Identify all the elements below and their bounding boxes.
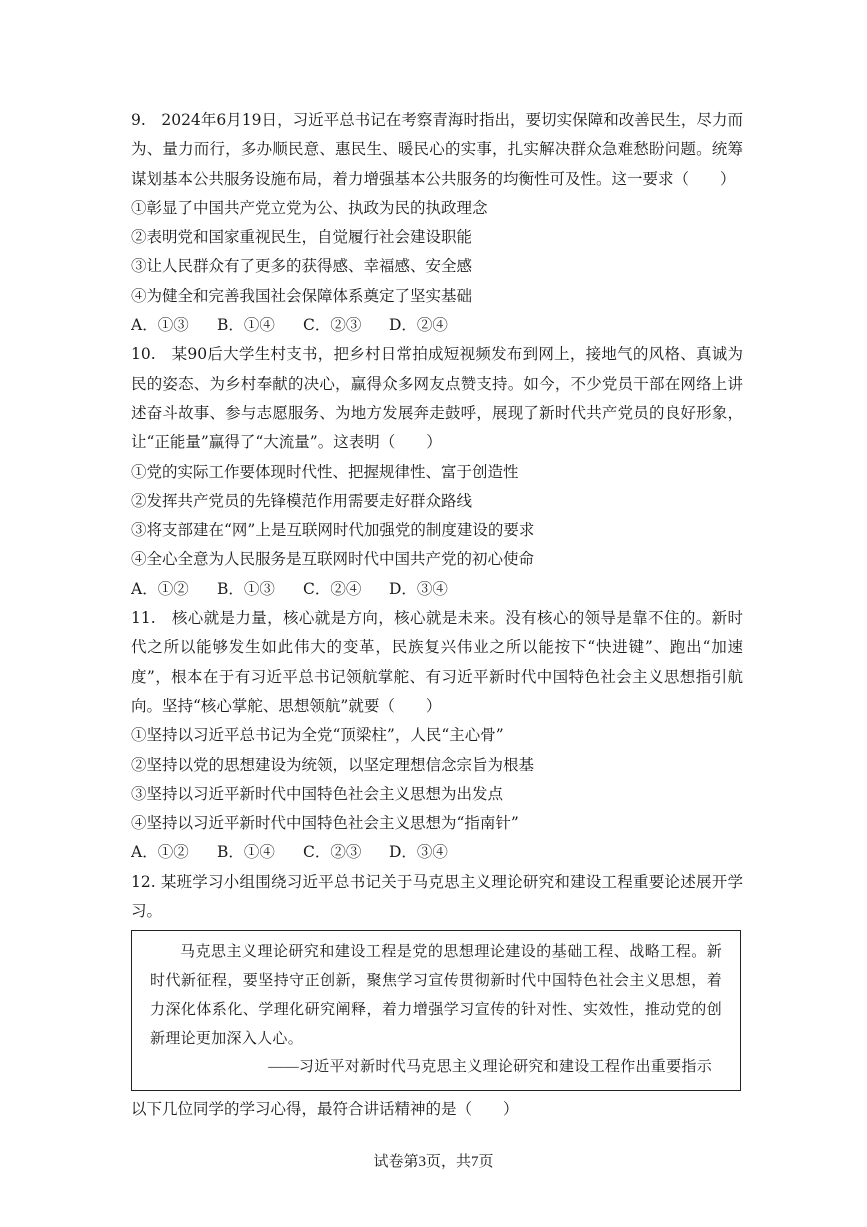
question-10-option-d: D．③④ <box>389 579 448 598</box>
question-10-item-3: ③将支部建在“网”上是互联网时代加强党的制度建设的要求 <box>131 521 535 540</box>
question-10-option-b: B．①③ <box>217 579 275 598</box>
question-9-stem: 9. 2024年6月19日，习近平总书记在考察青海时指出，要切实保障和改善民生，尽力而为、量力而行，多办顺民意、惠民生、暖民心的实事，扎实解决群众急难愁盼问题。统筹谋划基本公共服务设施布局，着力增强基本公共服务的均衡性可及性。这一要求（ ） <box>131 111 743 188</box>
quote-source: ——习近平对新时代马克思主义理论研究和建设工程作出重要指示 <box>268 1059 712 1076</box>
question-10-options <box>131 575 743 604</box>
question-9-option-b: B．①④ <box>217 316 275 335</box>
question-11-stem: 11. 核心就是力量，核心就是方向，核心就是未来。没有核心的领导是靠不住的。新时代之所以能够发生如此伟大的变革，民族复兴伟业之所以能按下“快进键”、跑出“加速度”，根本在于有习近平总书记领航掌舵、有习近平新时代中国特色社会主义思想指引航向。坚持“核心掌舵、思想领航”就要（ ） <box>131 609 743 715</box>
page-footer: 试卷第3页，共7页 <box>373 1154 494 1170</box>
question-10-option-c: C．②④ <box>303 579 362 598</box>
question-11-item-2: ②坚持以党的思想建设为统领，以坚定理想信念宗旨为根基 <box>131 755 535 774</box>
question-11-item-1: ①坚持以习近平总书记为全党“顶梁柱”，人民“主心骨” <box>131 726 504 745</box>
question-11-option-c: C．②③ <box>303 843 362 862</box>
question-9-option-d: D．②④ <box>389 316 448 335</box>
question-9-option-a: A．①③ <box>131 316 189 335</box>
question-11-item-3: ③坚持以习近平新时代中国特色社会主义思想为出发点 <box>131 784 504 803</box>
question-10-item-2: ②发挥共产党员的先锋模范作用需要走好群众路线 <box>131 491 473 510</box>
question-9-options <box>131 311 743 340</box>
question-9-item-2: ②表明党和国家重视民生，自觉履行社会建设职能 <box>131 228 473 247</box>
question-11-item-4: ④坚持以习近平新时代中国特色社会主义思想为“指南针” <box>131 814 519 833</box>
question-11-option-d: D．③④ <box>389 843 448 862</box>
question-10-item-1: ①党的实际工作要体现时代性、把握规律性、富于创造性 <box>131 462 519 481</box>
question-9-item-4: ④为健全和完善我国社会保障体系奠定了坚实基础 <box>131 286 473 305</box>
quote-text: 马克思主义理论研究和建设工程是党的思想理论建设的基础工程、战略工程。新时代新征程，要坚持守正创新，聚焦学习宣传贯彻新时代中国特色社会主义思想，着力深化体系化、学理化研究阐释，着力增强学习宣传的针对性、实效性，推动党的创新理论更加深入人心。 <box>150 942 722 1048</box>
quote-box <box>131 930 741 1091</box>
question-9-item-1: ①彰显了中国共产党立党为公、执政为民的执政理念 <box>131 198 488 217</box>
question-10-option-a: A．①② <box>131 579 189 598</box>
question-11-option-a: A．①② <box>131 843 189 862</box>
page-content <box>131 106 743 1125</box>
question-12-stem: 12. 某班学习小组围绕习近平总书记关于马克思主义理论研究和建设工程重要论述展开学习。 <box>131 872 743 921</box>
question-9-option-c: C．②③ <box>303 316 362 335</box>
question-12-tail: 以下几位同学的学习心得，最符合讲话精神的是（ ） <box>131 1100 519 1119</box>
question-10-item-4: ④全心全意为人民服务是互联网时代中国共产党的初心使命 <box>131 550 535 569</box>
question-11-options <box>131 838 743 867</box>
question-11-option-b: B．①④ <box>217 843 275 862</box>
question-9-item-3: ③让人民群众有了更多的获得感、幸福感、安全感 <box>131 257 473 276</box>
question-10-stem: 10. 某90后大学生村支书，把乡村日常拍成短视频发布到网上，接地气的风格、真诚为民的姿态、为乡村奉献的决心，赢得众多网友点赞支持。如今，不少党员干部在网络上讲述奋斗故事、参与志愿服务、为地方发展奔走鼓呼，展现了新时代共产党员的良好形象，让“正能量”赢得了“大流量”。这表明（ ） <box>131 345 743 452</box>
